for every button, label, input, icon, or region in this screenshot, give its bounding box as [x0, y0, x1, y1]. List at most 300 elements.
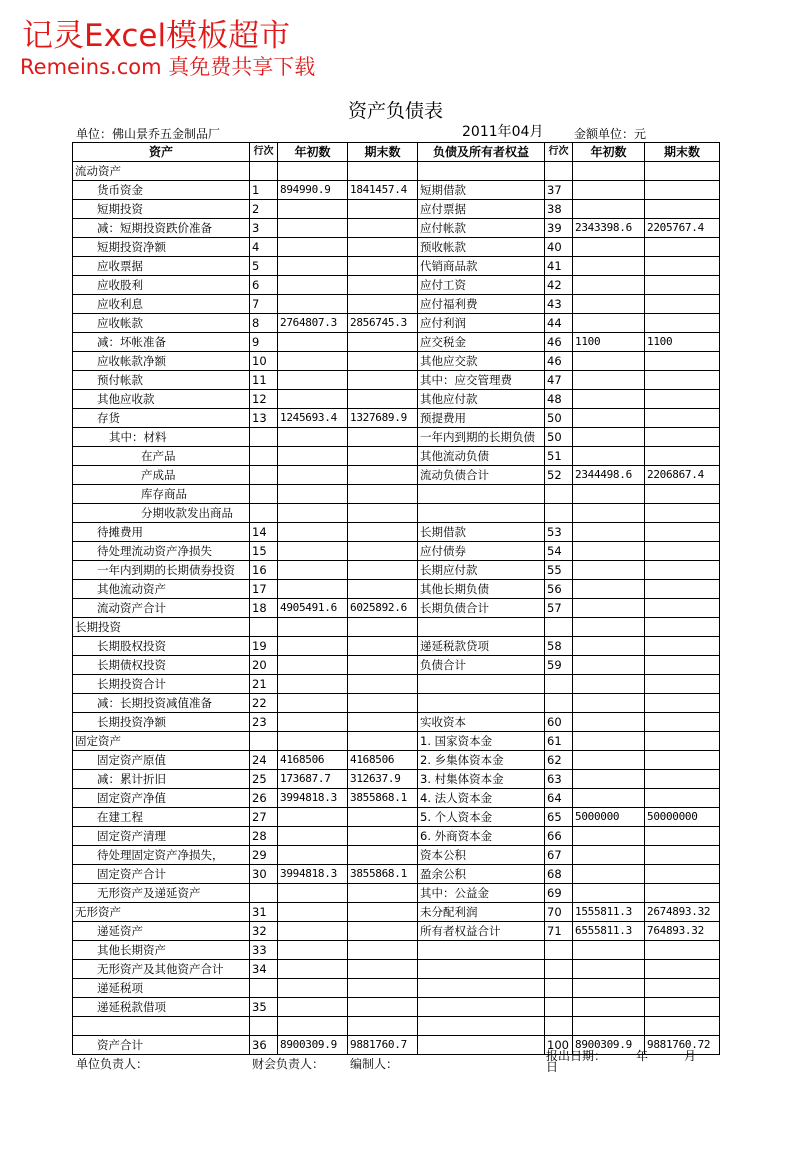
liability-end-cell: [645, 295, 720, 314]
liability-end-cell: 50000000: [645, 808, 720, 827]
table-row: [73, 656, 720, 675]
asset-end-cell: 1327689.9: [348, 409, 418, 428]
liability-label-cell: 预提费用: [418, 409, 545, 428]
asset-line-no-cell: [250, 428, 278, 447]
liability-label-cell: 其他长期负债: [418, 580, 545, 599]
liability-begin-cell: [573, 694, 645, 713]
asset-label-cell: 存货: [73, 409, 250, 428]
table-row: [73, 162, 720, 181]
liability-label-cell: 应付工资: [418, 276, 545, 295]
asset-line-no-cell: 7: [250, 295, 278, 314]
liability-begin-cell: [573, 656, 645, 675]
asset-line-no-cell: 20: [250, 656, 278, 675]
asset-end-cell: 312637.9: [348, 770, 418, 789]
asset-line-no-cell: [250, 618, 278, 637]
asset-line-no-cell: [250, 162, 278, 181]
liability-end-cell: [645, 162, 720, 181]
liability-end-cell: 9881760.72: [645, 1036, 720, 1055]
liability-begin-cell: [573, 675, 645, 694]
table-row: [73, 637, 720, 656]
asset-line-no-cell: 5: [250, 257, 278, 276]
asset-end-cell: 3855868.1: [348, 865, 418, 884]
table-row: [73, 542, 720, 561]
liability-label-cell: 长期负债合计: [418, 599, 545, 618]
asset-begin-cell: [278, 618, 348, 637]
column-header-end-2: 期末数: [645, 143, 720, 162]
report-date-label: 报出日期： 年 月 日: [546, 1049, 733, 1074]
liability-label-cell: [418, 694, 545, 713]
asset-begin-cell: [278, 162, 348, 181]
liability-label-cell: 2. 乡集体资本金: [418, 751, 545, 770]
table-row: [73, 751, 720, 770]
asset-label-cell: 长期投资合计: [73, 675, 250, 694]
column-header-end: 期末数: [348, 143, 418, 162]
asset-end-cell: [348, 542, 418, 561]
asset-end-cell: [348, 846, 418, 865]
asset-line-no-cell: [250, 447, 278, 466]
liability-begin-cell: [573, 941, 645, 960]
asset-begin-cell: [278, 580, 348, 599]
asset-end-cell: [348, 447, 418, 466]
liability-end-cell: [645, 561, 720, 580]
asset-line-no-cell: 30: [250, 865, 278, 884]
liability-end-cell: [645, 732, 720, 751]
asset-end-cell: 2856745.3: [348, 314, 418, 333]
asset-begin-cell: [278, 903, 348, 922]
asset-line-no-cell: [250, 466, 278, 485]
asset-label-cell: 无形资产及递延资产: [73, 884, 250, 903]
liability-label-cell: 应付利润: [418, 314, 545, 333]
liability-begin-cell: [573, 751, 645, 770]
asset-label-cell: 产成品: [73, 466, 250, 485]
liability-begin-cell: [573, 238, 645, 257]
asset-begin-cell: [278, 827, 348, 846]
asset-begin-cell: [278, 979, 348, 998]
asset-begin-cell: 1245693.4: [278, 409, 348, 428]
asset-end-cell: [348, 713, 418, 732]
liability-line-no-cell: 56: [545, 580, 573, 599]
asset-label-cell: 长期投资净额: [73, 713, 250, 732]
liability-label-cell: [418, 998, 545, 1017]
liability-line-no-cell: 54: [545, 542, 573, 561]
asset-line-no-cell: 16: [250, 561, 278, 580]
table-row: [73, 713, 720, 732]
table-row: [73, 1017, 720, 1036]
asset-line-no-cell: 29: [250, 846, 278, 865]
asset-end-cell: [348, 561, 418, 580]
asset-begin-cell: [278, 884, 348, 903]
liability-end-cell: [645, 789, 720, 808]
asset-line-no-cell: 9: [250, 333, 278, 352]
asset-line-no-cell: 14: [250, 523, 278, 542]
asset-label-cell: 在产品: [73, 447, 250, 466]
asset-begin-cell: [278, 390, 348, 409]
column-header-line-no-2: 行次: [545, 143, 573, 162]
asset-line-no-cell: 1: [250, 181, 278, 200]
asset-line-no-cell: 4: [250, 238, 278, 257]
table-row: [73, 238, 720, 257]
liability-begin-cell: [573, 200, 645, 219]
table-row: [73, 561, 720, 580]
asset-line-no-cell: 19: [250, 637, 278, 656]
asset-label-cell: 其他长期资产: [73, 941, 250, 960]
asset-label-cell: 固定资产: [73, 732, 250, 751]
asset-line-no-cell: 21: [250, 675, 278, 694]
asset-label-cell: 递延税款借项: [73, 998, 250, 1017]
table-row: [73, 390, 720, 409]
liability-label-cell: [418, 485, 545, 504]
finance-head-label: 财会负责人：: [252, 1057, 325, 1071]
table-row: [73, 428, 720, 447]
liability-begin-cell: [573, 181, 645, 200]
asset-label-cell: 固定资产原值: [73, 751, 250, 770]
asset-line-no-cell: 11: [250, 371, 278, 390]
liability-label-cell: 6. 外商资本金: [418, 827, 545, 846]
asset-line-no-cell: [250, 1017, 278, 1036]
table-row: [73, 409, 720, 428]
asset-end-cell: [348, 352, 418, 371]
liability-label-cell: 长期应付款: [418, 561, 545, 580]
watermark-title: 记灵Excel模板超市: [22, 18, 291, 54]
asset-begin-cell: [278, 371, 348, 390]
liability-begin-cell: [573, 637, 645, 656]
asset-begin-cell: 4905491.6: [278, 599, 348, 618]
asset-line-no-cell: 28: [250, 827, 278, 846]
liability-begin-cell: [573, 618, 645, 637]
asset-begin-cell: [278, 295, 348, 314]
table-row: [73, 827, 720, 846]
liability-label-cell: 一年内到期的长期负债: [418, 428, 545, 447]
liability-begin-cell: [573, 713, 645, 732]
liability-line-no-cell: 58: [545, 637, 573, 656]
liability-label-cell: 代销商品款: [418, 257, 545, 276]
liability-end-cell: [645, 846, 720, 865]
asset-label-cell: 一年内到期的长期债券投资: [73, 561, 250, 580]
liability-end-cell: [645, 428, 720, 447]
liability-line-no-cell: 71: [545, 922, 573, 941]
asset-line-no-cell: 15: [250, 542, 278, 561]
liability-begin-cell: 1555811.3: [573, 903, 645, 922]
liability-begin-cell: [573, 884, 645, 903]
liability-label-cell: 其他应交款: [418, 352, 545, 371]
asset-label-cell: 待摊费用: [73, 523, 250, 542]
liability-label-cell: 资本公积: [418, 846, 545, 865]
asset-line-no-cell: 27: [250, 808, 278, 827]
liability-label-cell: 其他应付款: [418, 390, 545, 409]
asset-line-no-cell: 10: [250, 352, 278, 371]
liability-begin-cell: [573, 580, 645, 599]
liability-label-cell: 3. 村集体资本金: [418, 770, 545, 789]
liability-label-cell: [418, 1017, 545, 1036]
asset-line-no-cell: 35: [250, 998, 278, 1017]
table-row: [73, 979, 720, 998]
asset-begin-cell: [278, 656, 348, 675]
liability-label-cell: 应付福利费: [418, 295, 545, 314]
asset-line-no-cell: 24: [250, 751, 278, 770]
table-row: [73, 884, 720, 903]
asset-label-cell: 递延资产: [73, 922, 250, 941]
asset-label-cell: 应收利息: [73, 295, 250, 314]
asset-begin-cell: [278, 808, 348, 827]
liability-begin-cell: [573, 390, 645, 409]
asset-end-cell: [348, 656, 418, 675]
liability-line-no-cell: 38: [545, 200, 573, 219]
liability-line-no-cell: 64: [545, 789, 573, 808]
table-row: [73, 789, 720, 808]
asset-end-cell: [348, 1017, 418, 1036]
asset-line-no-cell: 17: [250, 580, 278, 599]
liability-label-cell: 短期借款: [418, 181, 545, 200]
asset-end-cell: 6025892.6: [348, 599, 418, 618]
asset-begin-cell: 4168506: [278, 751, 348, 770]
liability-line-no-cell: 43: [545, 295, 573, 314]
liability-label-cell: 流动负债合计: [418, 466, 545, 485]
liability-label-cell: 应付票据: [418, 200, 545, 219]
liability-line-no-cell: 68: [545, 865, 573, 884]
table-row: [73, 523, 720, 542]
liability-line-no-cell: 62: [545, 751, 573, 770]
asset-end-cell: [348, 200, 418, 219]
liability-line-no-cell: 48: [545, 390, 573, 409]
table-row: [73, 903, 720, 922]
liability-begin-cell: [573, 257, 645, 276]
asset-end-cell: [348, 694, 418, 713]
asset-begin-cell: 2764807.3: [278, 314, 348, 333]
asset-line-no-cell: [250, 979, 278, 998]
liability-end-cell: [645, 580, 720, 599]
liability-begin-cell: [573, 960, 645, 979]
liability-begin-cell: [573, 276, 645, 295]
liability-label-cell: [418, 504, 545, 523]
preparer-label: 编制人：: [350, 1057, 399, 1071]
asset-label-cell: 减：坏帐准备: [73, 333, 250, 352]
liability-begin-cell: [573, 599, 645, 618]
liability-line-no-cell: 70: [545, 903, 573, 922]
table-row: [73, 941, 720, 960]
liability-begin-cell: [573, 295, 645, 314]
liability-label-cell: 应付帐款: [418, 219, 545, 238]
asset-end-cell: [348, 238, 418, 257]
liability-label-cell: 实收资本: [418, 713, 545, 732]
liability-end-cell: [645, 675, 720, 694]
table-row: [73, 808, 720, 827]
asset-end-cell: [348, 257, 418, 276]
asset-line-no-cell: 8: [250, 314, 278, 333]
liability-label-cell: 所有者权益合计: [418, 922, 545, 941]
asset-label-cell: 应收股利: [73, 276, 250, 295]
liability-begin-cell: [573, 1017, 645, 1036]
asset-line-no-cell: 32: [250, 922, 278, 941]
liability-end-cell: [645, 485, 720, 504]
asset-begin-cell: [278, 694, 348, 713]
table-row: [73, 732, 720, 751]
asset-label-cell: 分期收款发出商品: [73, 504, 250, 523]
asset-begin-cell: 3994818.3: [278, 865, 348, 884]
liability-end-cell: [645, 865, 720, 884]
asset-end-cell: [348, 637, 418, 656]
asset-label-cell: 短期投资: [73, 200, 250, 219]
asset-begin-cell: [278, 713, 348, 732]
asset-label-cell: 应收帐款净额: [73, 352, 250, 371]
liability-line-no-cell: 39: [545, 219, 573, 238]
liability-line-no-cell: [545, 675, 573, 694]
liability-line-no-cell: [545, 618, 573, 637]
table-row: [73, 181, 720, 200]
liability-label-cell: 应交税金: [418, 333, 545, 352]
asset-begin-cell: [278, 238, 348, 257]
liability-end-cell: [645, 770, 720, 789]
asset-begin-cell: [278, 637, 348, 656]
currency-label: 金额单位：元: [574, 127, 647, 141]
liability-begin-cell: [573, 504, 645, 523]
asset-end-cell: [348, 618, 418, 637]
liability-label-cell: 负债合计: [418, 656, 545, 675]
liability-label-cell: 其他流动负债: [418, 447, 545, 466]
liability-begin-cell: [573, 371, 645, 390]
liability-begin-cell: [573, 447, 645, 466]
asset-end-cell: [348, 998, 418, 1017]
liability-label-cell: [418, 162, 545, 181]
liability-end-cell: [645, 599, 720, 618]
asset-label-cell: 库存商品: [73, 485, 250, 504]
liability-line-no-cell: 47: [545, 371, 573, 390]
asset-begin-cell: [278, 998, 348, 1017]
asset-begin-cell: [278, 561, 348, 580]
liability-end-cell: 764893.32: [645, 922, 720, 941]
liability-end-cell: [645, 181, 720, 200]
liability-begin-cell: 1100: [573, 333, 645, 352]
liability-begin-cell: [573, 827, 645, 846]
asset-label-cell: 固定资产净值: [73, 789, 250, 808]
asset-line-no-cell: 34: [250, 960, 278, 979]
liability-line-no-cell: 37: [545, 181, 573, 200]
table-row: [73, 276, 720, 295]
liability-end-cell: [645, 504, 720, 523]
table-row: [73, 846, 720, 865]
table-row: [73, 447, 720, 466]
asset-line-no-cell: [250, 485, 278, 504]
asset-line-no-cell: [250, 732, 278, 751]
liability-line-no-cell: [545, 485, 573, 504]
table-row: [73, 314, 720, 333]
asset-begin-cell: [278, 485, 348, 504]
liability-line-no-cell: [545, 941, 573, 960]
liability-line-no-cell: 50: [545, 428, 573, 447]
asset-end-cell: [348, 466, 418, 485]
liability-end-cell: [645, 371, 720, 390]
liability-line-no-cell: 41: [545, 257, 573, 276]
table-row: [73, 960, 720, 979]
liability-end-cell: [645, 314, 720, 333]
liability-label-cell: 盈余公积: [418, 865, 545, 884]
liability-line-no-cell: 66: [545, 827, 573, 846]
liability-begin-cell: [573, 523, 645, 542]
asset-begin-cell: [278, 447, 348, 466]
asset-end-cell: 1841457.4: [348, 181, 418, 200]
asset-label-cell: 长期股权投资: [73, 637, 250, 656]
asset-label-cell: 待处理固定资产净损失，: [73, 846, 250, 865]
asset-label-cell: 应收票据: [73, 257, 250, 276]
liability-end-cell: [645, 409, 720, 428]
liability-line-no-cell: 67: [545, 846, 573, 865]
liability-label-cell: 应付债券: [418, 542, 545, 561]
asset-end-cell: [348, 675, 418, 694]
asset-line-no-cell: 25: [250, 770, 278, 789]
liability-line-no-cell: 100: [545, 1036, 573, 1055]
table-row: [73, 618, 720, 637]
table-row: [73, 599, 720, 618]
liability-end-cell: 2205767.4: [645, 219, 720, 238]
liability-line-no-cell: [545, 1017, 573, 1036]
asset-end-cell: [348, 960, 418, 979]
liability-line-no-cell: 61: [545, 732, 573, 751]
column-header-line-no: 行次: [250, 143, 278, 162]
liability-begin-cell: 2343398.6: [573, 219, 645, 238]
liability-line-no-cell: 42: [545, 276, 573, 295]
asset-begin-cell: [278, 428, 348, 447]
liability-end-cell: [645, 941, 720, 960]
asset-line-no-cell: 33: [250, 941, 278, 960]
liability-end-cell: [645, 751, 720, 770]
asset-begin-cell: [278, 960, 348, 979]
table-row: [73, 295, 720, 314]
liability-begin-cell: [573, 485, 645, 504]
asset-end-cell: [348, 979, 418, 998]
asset-label-cell: 预付帐款: [73, 371, 250, 390]
liability-end-cell: [645, 257, 720, 276]
liability-begin-cell: 2344498.6: [573, 466, 645, 485]
liability-line-no-cell: 53: [545, 523, 573, 542]
column-header-assets: 资产: [73, 143, 250, 162]
asset-end-cell: [348, 485, 418, 504]
asset-label-cell: 固定资产合计: [73, 865, 250, 884]
asset-label-cell: 固定资产清理: [73, 827, 250, 846]
table-row: [73, 352, 720, 371]
asset-end-cell: [348, 162, 418, 181]
liability-label-cell: [418, 941, 545, 960]
asset-begin-cell: 3994818.3: [278, 789, 348, 808]
table-row: [73, 865, 720, 884]
asset-label-cell: 货币资金: [73, 181, 250, 200]
liability-end-cell: [645, 694, 720, 713]
liability-line-no-cell: [545, 504, 573, 523]
table-row: [73, 485, 720, 504]
asset-begin-cell: [278, 219, 348, 238]
asset-end-cell: [348, 428, 418, 447]
asset-begin-cell: [278, 846, 348, 865]
asset-label-cell: 减：短期投资跌价准备: [73, 219, 250, 238]
liability-line-no-cell: 44: [545, 314, 573, 333]
table-row: [73, 922, 720, 941]
asset-begin-cell: [278, 542, 348, 561]
unit-label: 单位：佛山景乔五金制品厂: [76, 127, 221, 141]
column-header-liabilities: 负债及所有者权益: [418, 143, 545, 162]
asset-label-cell: 减：长期投资减值准备: [73, 694, 250, 713]
asset-end-cell: [348, 903, 418, 922]
asset-end-cell: [348, 504, 418, 523]
liability-line-no-cell: 59: [545, 656, 573, 675]
table-row: [73, 998, 720, 1017]
asset-end-cell: [348, 371, 418, 390]
asset-end-cell: [348, 523, 418, 542]
table-row: [73, 504, 720, 523]
asset-line-no-cell: 36: [250, 1036, 278, 1055]
header-row: [73, 143, 720, 162]
liability-line-no-cell: [545, 998, 573, 1017]
asset-end-cell: [348, 219, 418, 238]
liability-line-no-cell: 57: [545, 599, 573, 618]
asset-end-cell: [348, 884, 418, 903]
